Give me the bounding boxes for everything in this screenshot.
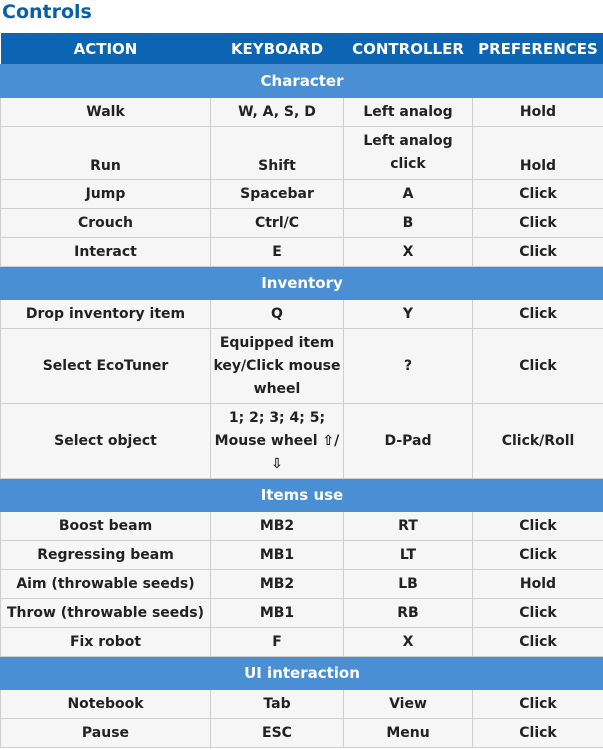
keyboard-cell: MB1: [211, 541, 344, 570]
controller-cell: LB: [344, 570, 473, 599]
preference-cell: Click: [473, 180, 603, 209]
keyboard-cell: Ctrl/C: [211, 209, 344, 238]
preference-cell: Hold: [473, 127, 603, 180]
action-cell: Select EcoTuner: [1, 329, 211, 404]
controller-cell: X: [344, 628, 473, 657]
keyboard-cell: F: [211, 628, 344, 657]
table-row: [1, 404, 603, 479]
table-row: [1, 512, 603, 541]
table-row: [1, 719, 603, 748]
preference-cell: Click: [473, 690, 603, 719]
preference-cell: Click: [473, 329, 603, 404]
action-cell: Fix robot: [1, 628, 211, 657]
table-row: [1, 238, 603, 267]
controller-cell: Left analog click: [344, 127, 473, 180]
header-keyboard: KEYBOARD: [211, 33, 344, 65]
table-row: [1, 98, 603, 127]
controller-cell: RB: [344, 599, 473, 628]
action-cell: Regressing beam: [1, 541, 211, 570]
action-cell: Walk: [1, 98, 211, 127]
controller-cell: RT: [344, 512, 473, 541]
preference-cell: Click: [473, 628, 603, 657]
controller-cell: X: [344, 238, 473, 267]
action-cell: Boost beam: [1, 512, 211, 541]
section-title: Inventory: [1, 267, 603, 300]
action-cell: Run: [1, 127, 211, 180]
controls-table: [0, 33, 603, 748]
preference-cell: Click: [473, 599, 603, 628]
keyboard-cell: Tab: [211, 690, 344, 719]
table-row: [1, 127, 603, 180]
section-inventory: [1, 267, 603, 300]
action-cell: Throw (throwable seeds): [1, 599, 211, 628]
controller-cell: Menu: [344, 719, 473, 748]
preference-cell: Hold: [473, 98, 603, 127]
table-row: [1, 300, 603, 329]
section-ui-interaction: [1, 657, 603, 690]
controller-cell: B: [344, 209, 473, 238]
header-preferences: PREFERENCES: [473, 33, 603, 65]
action-cell: Pause: [1, 719, 211, 748]
section-character: [1, 65, 603, 98]
keyboard-cell: E: [211, 238, 344, 267]
table-row: [1, 209, 603, 238]
keyboard-cell: MB2: [211, 512, 344, 541]
keyboard-cell: Spacebar: [211, 180, 344, 209]
controller-cell: A: [344, 180, 473, 209]
controller-cell: Left analog: [344, 98, 473, 127]
preference-cell: Click: [473, 209, 603, 238]
action-cell: Jump: [1, 180, 211, 209]
preference-cell: Click/Roll: [473, 404, 603, 479]
keyboard-cell: W, A, S, D: [211, 98, 344, 127]
page-title: Controls: [2, 1, 92, 23]
table-row: [1, 628, 603, 657]
preference-cell: Hold: [473, 570, 603, 599]
keyboard-cell: Q: [211, 300, 344, 329]
section-title: Character: [1, 65, 603, 98]
keyboard-cell: 1; 2; 3; 4; 5; Mouse wheel ⇧/⇩: [211, 404, 344, 479]
preference-cell: Click: [473, 719, 603, 748]
controller-cell: D-Pad: [344, 404, 473, 479]
keyboard-cell: Shift: [211, 127, 344, 180]
action-cell: Drop inventory item: [1, 300, 211, 329]
header-action: ACTION: [1, 33, 211, 65]
table-row: [1, 599, 603, 628]
controller-cell: View: [344, 690, 473, 719]
header-controller: CONTROLLER: [344, 33, 473, 65]
action-cell: Select object: [1, 404, 211, 479]
keyboard-cell: ESC: [211, 719, 344, 748]
preference-cell: Click: [473, 541, 603, 570]
controller-cell: ?: [344, 329, 473, 404]
preference-cell: Click: [473, 512, 603, 541]
table-row: [1, 541, 603, 570]
keyboard-cell: MB2: [211, 570, 344, 599]
action-cell: Crouch: [1, 209, 211, 238]
table-row: [1, 180, 603, 209]
table-row: [1, 329, 603, 404]
keyboard-cell: Equipped item key/Click mouse wheel: [211, 329, 344, 404]
preference-cell: Click: [473, 238, 603, 267]
preference-cell: Click: [473, 300, 603, 329]
section-title: Items use: [1, 479, 603, 512]
section-items-use: [1, 479, 603, 512]
table-row: [1, 690, 603, 719]
action-cell: Aim (throwable seeds): [1, 570, 211, 599]
table-row: [1, 570, 603, 599]
controller-cell: LT: [344, 541, 473, 570]
controller-cell: Y: [344, 300, 473, 329]
action-cell: Notebook: [1, 690, 211, 719]
action-cell: Interact: [1, 238, 211, 267]
keyboard-cell: MB1: [211, 599, 344, 628]
section-title: UI interaction: [1, 657, 603, 690]
header-row: [1, 33, 603, 65]
